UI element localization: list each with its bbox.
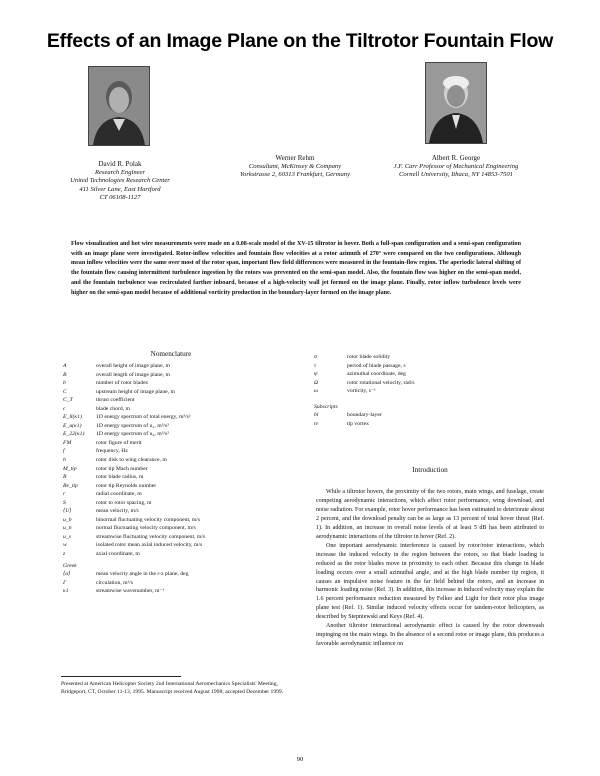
symbol: bl — [314, 412, 319, 419]
nomenclature-row — [63, 371, 313, 380]
nomenclature-row — [63, 396, 313, 405]
nomenclature-row — [314, 370, 544, 379]
definition: 1D energy spectrum of u₂, m³/s² — [96, 431, 169, 438]
definition: circulation, m²/s — [96, 579, 134, 586]
page-number: 90 — [296, 756, 304, 763]
symbol: Γ — [63, 579, 67, 586]
symbol: C — [63, 388, 67, 395]
nomenclature-row — [314, 420, 544, 429]
definition: mean velocity angle in the r-z plane, deg — [96, 571, 189, 578]
definition: radial coordinate, m — [96, 491, 142, 498]
nomenclature-row — [63, 579, 313, 588]
nomenclature-row — [63, 570, 313, 579]
definition: rotor blade radius, m — [96, 474, 144, 481]
symbol: A — [63, 363, 67, 369]
symbol: R — [63, 474, 67, 481]
nomenclature-row — [63, 456, 313, 465]
symbol: ⟨α⟩ — [63, 571, 71, 578]
symbol: S — [63, 499, 66, 506]
nomenclature-heading: Nomenclature — [150, 350, 192, 358]
author-photo-george — [425, 62, 487, 144]
definition: rotor figure of merit — [96, 439, 142, 446]
nomenclature-row — [63, 550, 313, 559]
symbol: σ — [314, 354, 317, 360]
symbol: Ω — [314, 379, 319, 386]
symbol: FM — [63, 439, 72, 446]
symbol: w — [63, 542, 67, 549]
author-affiliation: CT 06108-1127 — [99, 194, 141, 202]
definition: thrust coefficient — [96, 397, 135, 404]
symbol: h — [63, 457, 66, 464]
introduction-heading: Introduction — [412, 466, 448, 474]
author-affiliation: 411 Silver Lane, East Hartford — [79, 185, 161, 193]
footnote: Presented at American Helicopter Society 2nd International Aeromechanics Specialists' Meeting, Bridgeport, CT, October 11-13, 1995. Manuscript received August 1998; accepted December 1999. — [61, 681, 284, 696]
nomenclature-row — [63, 587, 313, 596]
definition: overall height of image plane, m — [96, 363, 170, 369]
abstract: Flow visualization and hot wire measurements were made on a 0.08-scale model of the XV-15 tiltrotor in hover. Both a full-span configuration and a semi-span configuration with an image plane were investigated. Rotor-inflow velocities and fountain flow velocities at a rotor azimuth of 270° were compared on the two configurations. Although mean inflow velocities were the same over most of the rotor span, important flow field differences were measured in the fountain-flow region. The aperiodic lateral shifting of the fountain flow causing intermittent turbulence ingestion by the rotors was prevented on the semi-span model. Also, the fountain flow was higher on the semi-span model, and the fountain turbulence was recirculated farther inboard, because of a high-velocity wall jet formed on the image plane. Finally, rotor inflow turbulence levels were higher on the semi-span model because of additional vorticity production in the boundary-layer formed on the image plane. — [71, 241, 521, 296]
nomenclature-row — [63, 413, 313, 422]
definition: blade chord, m — [96, 405, 130, 412]
nomenclature-row — [63, 499, 313, 508]
symbol: u_b — [63, 516, 72, 523]
author-affiliation: Cornell University, Ithaca, NY 14853-7501 — [399, 171, 513, 179]
definition: normal fluctuating velocity component, m/s — [96, 525, 196, 532]
author-affiliation: United Technologies Research Center — [70, 177, 170, 185]
symbol: u_s — [63, 533, 71, 540]
definition: streamwise wavenumber, m⁻¹ — [96, 588, 165, 595]
nomenclature-row — [63, 388, 313, 397]
symbol: E_22(κ1) — [63, 431, 85, 438]
symbol: B — [63, 371, 67, 378]
definition: rotor blade solidity — [347, 354, 391, 360]
definition: isolated rotor mean axial induced velocity, m/s — [96, 542, 203, 549]
definition: axial coordinate, m — [96, 551, 140, 558]
definition: overall length of image plane, m — [96, 371, 170, 378]
nomenclature-row — [314, 379, 544, 388]
nomenclature-row — [63, 482, 313, 491]
intro-paragraph: Another tiltrotor interactional aerodynamic effect is caused by the rotor downwash impinging on the main wings. In the absence of a second rotor or image plane, this produces a favorable aerodynamic influence on — [316, 623, 544, 648]
portrait-image — [426, 63, 486, 143]
paper-title: Effects of an Image Plane on the Tiltrotor Fountain Flow — [46, 30, 554, 52]
greek-heading: Greek — [63, 562, 77, 569]
nomenclature-list-left — [63, 362, 313, 596]
definition: vorticity, s⁻¹ — [347, 388, 376, 395]
author-affiliation: Research Engineer — [94, 168, 146, 176]
symbol: κ1 — [63, 588, 69, 595]
intro-paragraph: One important aerodynamic interference is caused by rotor/rotor interactions, which increase the induced velocity in the region between the rotors, so that blade loading is reduced as the rotor blades move in proximity to each other. Because this change in blade loading occurs over a small azimuthal angle, and at the high blade number tip region, it causes an impulsive noise feature in the far field behind the rotors, and an increase in harmonic loading noise (Ref. 3). In addition, this increase in induced velocity may explain the 1.6 percent performance reduction measured by Felker and Light for their rotor plus image plane test (Ref. 1). Similar induced velocity effects occur for tandem-rotor helicopters, as described by Stepniewski and Keys (Ref. 4). — [316, 542, 544, 621]
nomenclature-row — [63, 379, 313, 388]
author-affiliation: J.F. Carr Professor of Mechanical Engineering — [393, 162, 519, 170]
symbol: z — [63, 551, 66, 558]
symbol: r — [63, 491, 66, 498]
nomenclature-row — [63, 405, 313, 414]
definition: rotor tip Mach number — [96, 465, 148, 472]
nomenclature-row — [63, 362, 313, 371]
symbol: c — [63, 405, 66, 412]
definition: 1D energy spectrum of u₁, m³/s² — [96, 422, 169, 429]
nomenclature-row — [314, 411, 544, 420]
nomenclature-row — [63, 541, 313, 550]
definition: period of blade passage, s — [347, 362, 406, 369]
symbol: E_u(κ1) — [63, 422, 82, 429]
author-block-george — [368, 154, 544, 180]
definition: azimuthal coordinate, deg — [347, 371, 406, 378]
definition: tip vortex — [347, 420, 369, 427]
nomenclature-row — [63, 447, 313, 456]
author-affiliation: Yorkstrasse 2, 60313 Frankfurt, Germany — [239, 171, 351, 179]
symbol: ψ — [314, 371, 318, 378]
introduction-body — [316, 488, 544, 649]
symbol: C_T — [63, 397, 73, 404]
nomenclature-row — [314, 353, 544, 362]
nomenclature-row — [63, 465, 313, 474]
definition: upstream height of image plane, m — [96, 388, 175, 395]
symbol: Re_tip — [63, 482, 78, 489]
portrait-image — [89, 67, 149, 145]
symbol: E_ll(κ1) — [63, 414, 82, 421]
nomenclature-list-right — [314, 353, 544, 428]
author-name: Albert R. George — [431, 154, 481, 162]
definition: frequency, Hz — [96, 448, 128, 455]
nomenclature-row — [314, 387, 544, 396]
nomenclature-row — [63, 439, 313, 448]
definition: rotor disk to wing clearance, m — [96, 457, 167, 464]
nomenclature-row — [63, 473, 313, 482]
nomenclature-row — [63, 430, 313, 439]
definition: binormal fluctuating velocity component, m/s — [96, 516, 201, 523]
definition: boundary-layer — [347, 412, 382, 419]
symbol: ⟨U⟩ — [63, 508, 72, 515]
symbol: b — [63, 380, 66, 387]
symbol: τ — [314, 362, 317, 369]
intro-paragraph: While a tiltrotor hovers, the proximity of the two rotors, main wings, and fuselage, create competing aerodynamic interactions, which affect rotor performance, wing download, and noise radiation. For example, rotor hover performance has been estimated to deteriorate about 2 percent, and the download penalty can be as large as 13 percent of total hover thrust (Ref. 1). In addition, an increase in overall noise levels of at least 5 dB has been attributed to aerodynamic interactions of the tiltrotor in hover (Ref. 2). — [316, 489, 544, 540]
definition: rotor rotational velocity, rad/s — [347, 379, 415, 386]
definition: streamwise fluctuating velocity component, m/s — [96, 533, 206, 540]
nomenclature-row — [63, 507, 313, 516]
symbol: tv — [314, 420, 319, 427]
symbol: f — [63, 448, 65, 455]
nomenclature-row — [63, 533, 313, 542]
subscripts-heading: Subscripts — [314, 403, 338, 410]
symbol: ω — [314, 388, 319, 395]
author-photo-polak — [88, 66, 150, 146]
footnote-rule — [61, 676, 181, 677]
author-name: Werner Rehm — [275, 154, 315, 162]
definition: mean velocity, m/s — [96, 508, 139, 515]
definition: 1D energy spectrum of total energy, m³/s² — [96, 414, 191, 421]
author-name: David R. Polak — [98, 160, 142, 168]
author-block-polak — [40, 160, 200, 203]
definition: rotor tip Reynolds number — [96, 482, 157, 489]
definition: rotor to rotor spacing, m — [96, 499, 152, 506]
nomenclature-row — [63, 490, 313, 499]
definition: number of rotor blades — [96, 380, 148, 387]
symbol: M_tip — [63, 465, 77, 472]
nomenclature-row — [63, 524, 313, 533]
nomenclature-row — [63, 516, 313, 525]
symbol: u_n — [63, 525, 72, 532]
author-block-rehm — [210, 154, 380, 180]
author-affiliation: Consultant, McKinsey & Company — [248, 162, 342, 170]
nomenclature-row — [314, 362, 544, 371]
nomenclature-row — [63, 422, 313, 431]
